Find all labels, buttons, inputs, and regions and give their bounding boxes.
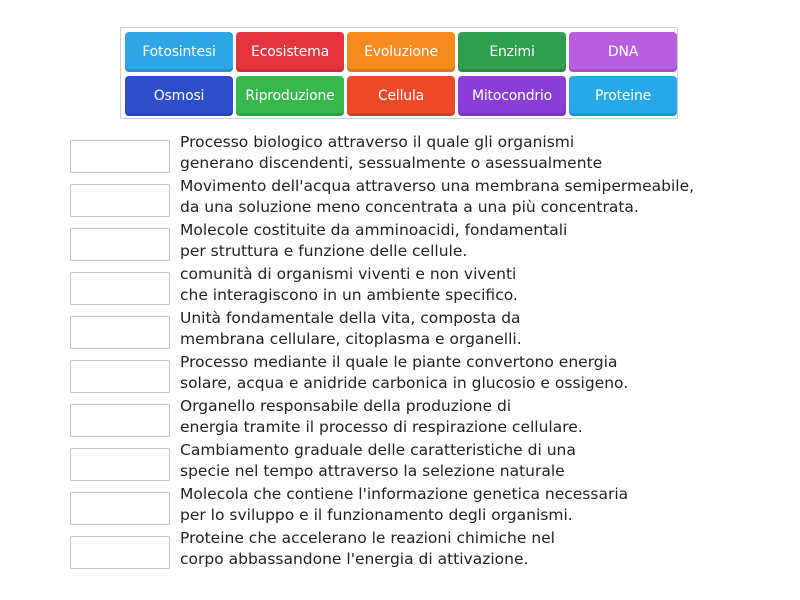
match-row (70, 133, 770, 177)
definition-text: Proteine che accelerano le reazioni chimiche nel corpo abbassandone l'energia di attivazione. (180, 529, 555, 568)
match-row (70, 265, 770, 309)
drop-slot[interactable] (70, 536, 170, 569)
definition-text: Processo mediante il quale le piante convertono energia solare, acqua e anidride carbonica in glucosio e ossigeno. (180, 353, 629, 392)
match-row (70, 353, 770, 397)
match-row (70, 441, 770, 485)
word-bank (120, 27, 678, 119)
definition-text: Molecole costituite da amminoacidi, fondamentali per struttura e funzione delle cellule. (180, 221, 568, 260)
drop-slot[interactable] (70, 404, 170, 437)
match-row (70, 177, 770, 221)
drop-slot[interactable] (70, 228, 170, 261)
definition-text: Unità fondamentale della vita, composta da membrana cellulare, citoplasma e organelli. (180, 309, 522, 348)
drop-slot[interactable] (70, 272, 170, 305)
definition-text: Cambiamento graduale delle caratteristiche di una specie nel tempo attraverso la selezione naturale (180, 441, 576, 480)
drop-slot[interactable] (70, 448, 170, 481)
tile-mitocondrio[interactable]: Mitocondrio (458, 76, 566, 116)
match-row (70, 529, 770, 573)
match-row (70, 397, 770, 441)
match-row (70, 485, 770, 529)
tile-cellula[interactable]: Cellula (347, 76, 455, 116)
match-row (70, 221, 770, 265)
drop-slot[interactable] (70, 184, 170, 217)
tile-riproduzione[interactable]: Riproduzione (236, 76, 344, 116)
tile-osmosi[interactable]: Osmosi (125, 76, 233, 116)
definition-text: Processo biologico attraverso il quale gli organismi generano discendenti, sessualmente o asessualmente (180, 133, 603, 172)
tile-dna[interactable]: DNA (569, 32, 677, 72)
drop-slot[interactable] (70, 140, 170, 173)
tile-fotosintesi[interactable]: Fotosintesi (125, 32, 233, 72)
definition-text: Organello responsabile della produzione di energia tramite il processo di respirazione cellulare. (180, 397, 583, 436)
tile-ecosistema[interactable]: Ecosistema (236, 32, 344, 72)
drop-slot[interactable] (70, 316, 170, 349)
drop-slot[interactable] (70, 492, 170, 525)
definition-text: comunità di organismi viventi e non viventi che interagiscono in un ambiente specifico. (180, 265, 518, 304)
match-row (70, 309, 770, 353)
tile-evoluzione[interactable]: Evoluzione (347, 32, 455, 72)
drop-slot[interactable] (70, 360, 170, 393)
tile-enzimi[interactable]: Enzimi (458, 32, 566, 72)
definition-text: Molecola che contiene l'informazione genetica necessaria per lo sviluppo e il funzionamento degli organismi. (180, 485, 629, 524)
definition-text: Movimento dell'acqua attraverso una membrana semipermeabile, da una soluzione meno concentrata a una più concentrata. (180, 177, 695, 216)
tile-proteine[interactable]: Proteine (569, 76, 677, 116)
